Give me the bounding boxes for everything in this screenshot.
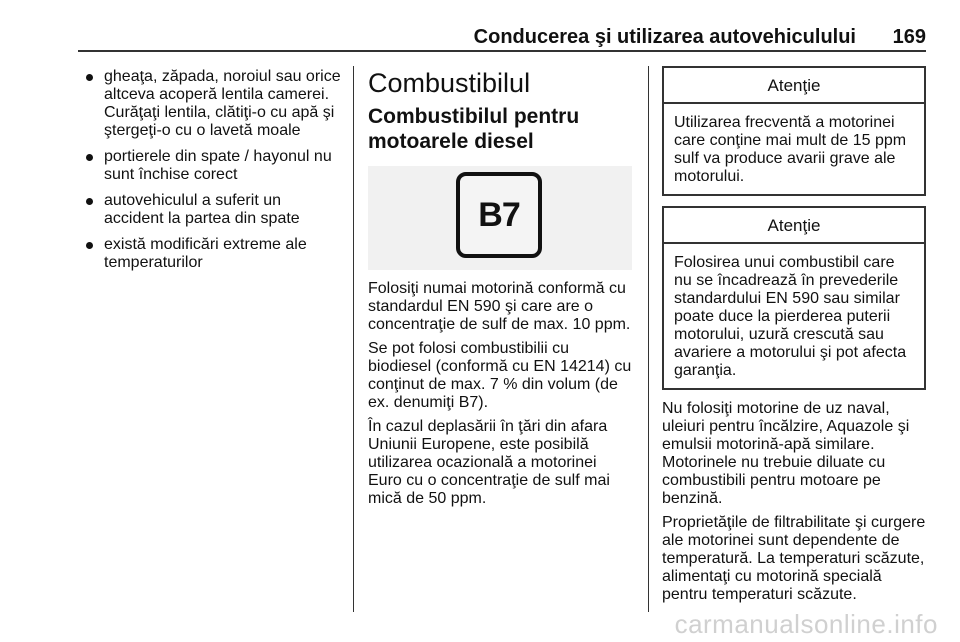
b7-fuel-symbol-icon (456, 172, 542, 258)
subsection-title: Combustibilul pentru motoarele diesel (368, 105, 580, 153)
page-header (78, 24, 926, 52)
paragraph: Se pot folosi combustibilii cu biodiesel (conformă cu EN 14214) cu conţinut de max. 7 % din volum (de ex. denumiţi B7). (368, 340, 632, 411)
paragraph: Nu folosiţi motorine de uz naval, uleiuri pentru încălzire, Aquazole şi emulsii motorină-apă similare. Motorinele nu trebuie diluate cu combustibili pentru motoare pe benzină. (662, 400, 910, 507)
chapter-title: Conducerea şi utilizarea autovehiculului (473, 26, 856, 48)
paragraph: Folosiţi numai motorină conformă cu standardul EN 590 şi care are o concentraţie de sulf de max. 10 ppm. (368, 280, 631, 333)
bullet-text: gheaţa, zăpada, noroiul sau orice altceva acoperă lentila camerei. Curăţaţi lentila, clătiţi-o cu apă şi ştergeţi-o cu o lavetă moale (104, 68, 341, 139)
bullet-text: există modificări extreme ale temperaturilor (104, 236, 307, 271)
section-title: Combustibilul (368, 68, 531, 98)
warning-text: Folosirea unui combustibil care nu se încadrează în prevederile standardului EN 590 sau similar poate duce la pierderea puterii motorului, uzură crescută sau avariere a motorului şi pot afecta garanţia. (674, 254, 907, 379)
bullet-text: portierele din spate / hayonul nu sunt închise corect (104, 148, 332, 183)
bullet-dot-icon (86, 242, 93, 249)
bullet-text: autovehiculul a suferit un accident la partea din spate (104, 192, 300, 227)
bullet-item (78, 236, 344, 272)
right-column (662, 66, 926, 610)
bullet-dot-icon (86, 198, 93, 205)
warning-box (662, 66, 926, 196)
middle-column (368, 68, 634, 514)
bullet-dot-icon (86, 74, 93, 81)
bullet-list (78, 68, 344, 272)
warning-text: Utilizarea frecventă a motorinei care conţine mai mult de 15 ppm sulf va produce avarii grave ale motorului. (674, 114, 907, 185)
b7-label: B7 (478, 196, 520, 234)
paragraph: În cazul deplasării în ţări din afara Uniunii Europene, este posibilă utilizarea ocazională a motorinei Euro cu o concentraţie de sulf mai mică de 50 ppm. (368, 418, 610, 507)
watermark: carmanualsonline.info (674, 609, 938, 639)
bullet-item (78, 148, 344, 184)
column-divider-left (353, 66, 354, 612)
column-divider-right (648, 66, 649, 612)
paragraph: Proprietăţile de filtrabilitate şi curgere ale motorinei sunt dependente de temperatură. La temperaturi scăzute, alimentaţi cu motorină specială pentru temperaturi scăzute. (662, 514, 926, 603)
warning-heading: Atenţie (664, 68, 924, 104)
warning-box (662, 206, 926, 390)
page-number: 169 (892, 26, 926, 48)
bullet-item (78, 192, 344, 228)
fuel-label-figure (368, 166, 632, 270)
left-column (78, 68, 344, 280)
bullet-item (78, 68, 344, 140)
bullet-dot-icon (86, 154, 93, 161)
warning-heading: Atenţie (664, 208, 924, 244)
